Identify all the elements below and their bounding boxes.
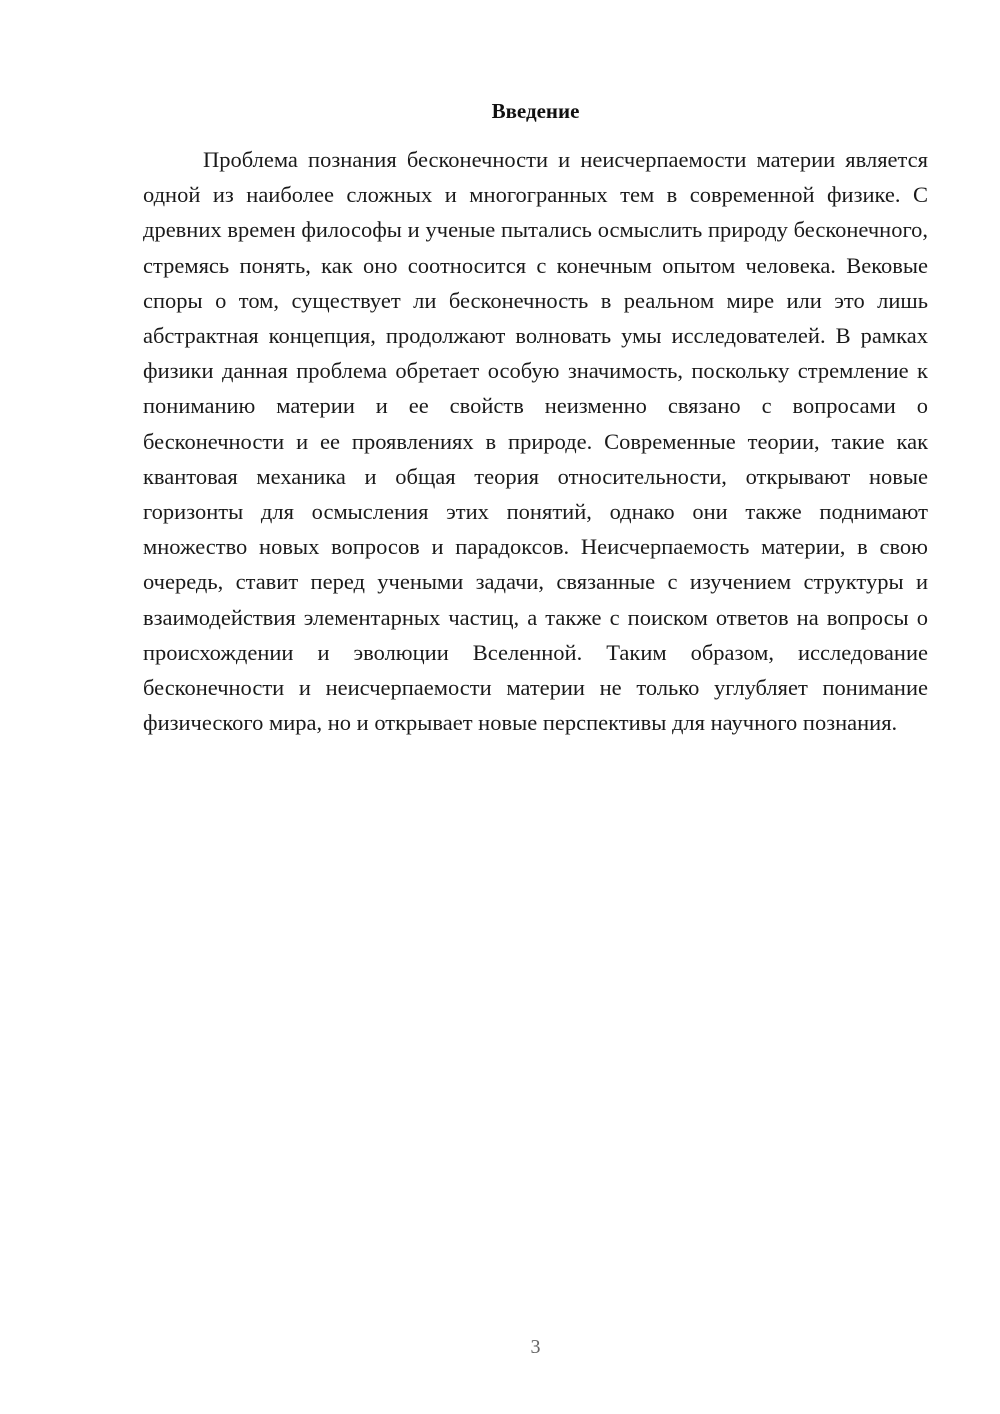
page-number: 3 [530, 1336, 541, 1358]
body-paragraph: Проблема познания бесконечности и неисчерпаемости материи является одной из наиболее сложных и многогранных тем в современной физике. С древних времен философы и ученые пытались осмыслить природу бесконечного, стремясь понять, как оно соотносится с конечным опытом человека. Вековые споры о том, существует ли бесконечность в реальном мире или это лишь абстрактная концепция, продолжают волновать умы исследователей. В рамках физики данная проблема обретает особую значимость, поскольку стремление к пониманию материи и ее свойств неизменно связано с вопросами о бесконечности и ее проявлениях в природе. Современные теории, такие как квантовая механика и общая теория относительности, открывают новые горизонты для осмысления этих понятий, однако они также поднимают множество новых вопросов и парадоксов. Неисчерпаемость материи, в свою очередь, ставит перед учеными задачи, связанные с изучением структуры и взаимодействия элементарных частиц, а также с поиском ответов на вопросы о происхождении и эволюции Вселенной. Таким образом, исследование бесконечности и неисчерпаемости материи не только углубляет понимание физического мира, но и открывает новые перспективы для научного познания. [143, 147, 928, 736]
section-heading: Введение [491, 99, 580, 123]
